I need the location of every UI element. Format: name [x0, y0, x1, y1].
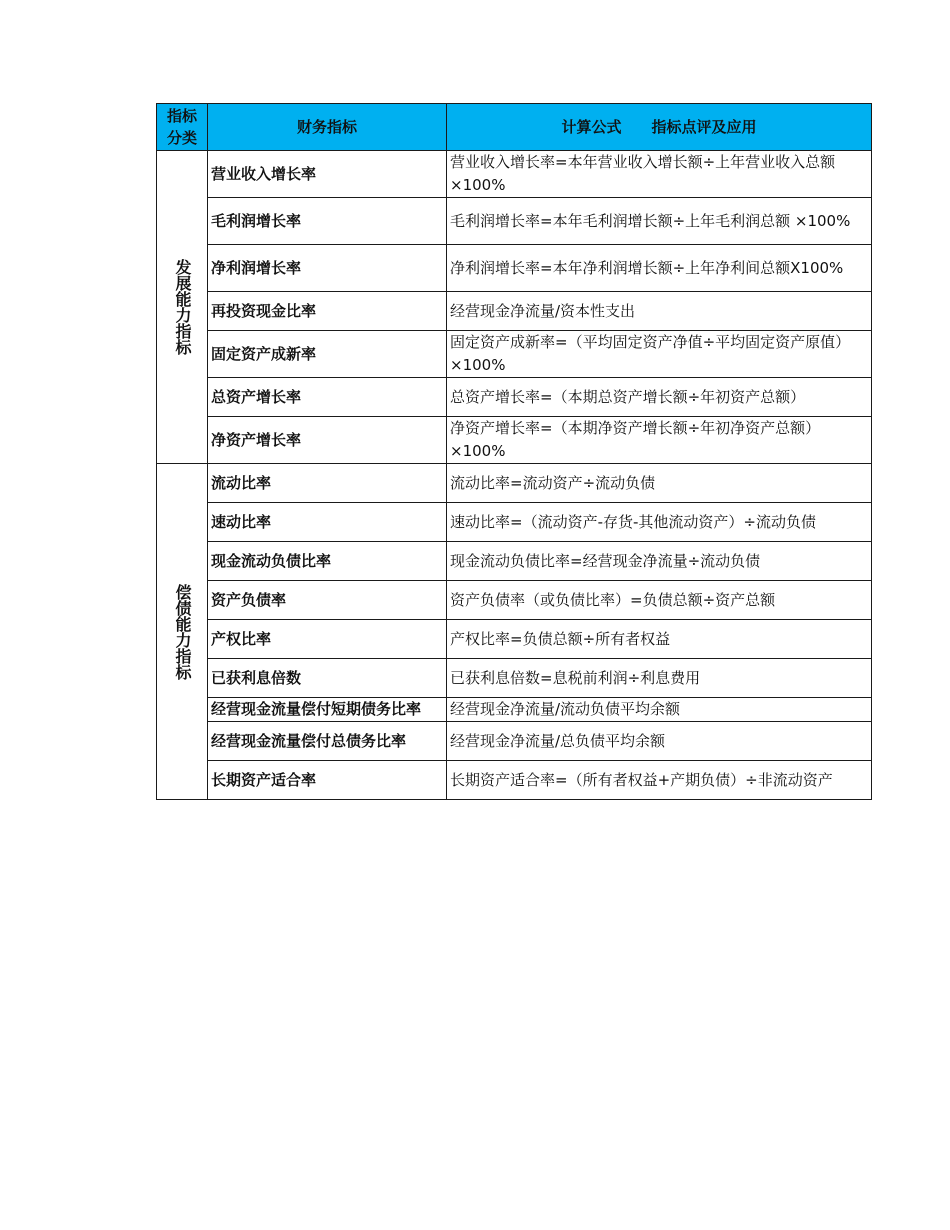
table-row [157, 331, 872, 378]
indicator-name: 净利润增长率 [208, 245, 447, 292]
table-row [157, 698, 872, 722]
table-row [157, 722, 872, 761]
indicator-name: 现金流动负债比率 [208, 542, 447, 581]
indicator-name: 净资产增长率 [208, 417, 447, 464]
indicator-formula: 长期资产适合率=（所有者权益+产期负债）÷非流动资产 [447, 761, 872, 800]
table-row [157, 417, 872, 464]
table-row [157, 464, 872, 503]
indicator-name: 产权比率 [208, 620, 447, 659]
table-row [157, 151, 872, 198]
indicator-name: 长期资产适合率 [208, 761, 447, 800]
indicator-formula: 经营现金净流量/总负债平均余额 [447, 722, 872, 761]
table-row [157, 542, 872, 581]
header-formula: 计算公式 指标点评及应用 [447, 104, 872, 151]
indicator-name: 已获利息倍数 [208, 659, 447, 698]
indicator-name: 再投资现金比率 [208, 292, 447, 331]
indicator-formula: 流动比率=流动资产÷流动负债 [447, 464, 872, 503]
category-label: 发展能力指标 [173, 259, 192, 355]
indicator-formula: 固定资产成新率=（平均固定资产净值÷平均固定资产原值） ×100% [447, 331, 872, 378]
indicator-name: 营业收入增长率 [208, 151, 447, 198]
indicator-name: 固定资产成新率 [208, 331, 447, 378]
table-row [157, 659, 872, 698]
table-row [157, 620, 872, 659]
indicator-formula: 总资产增长率=（本期总资产增长额÷年初资产总额） [447, 378, 872, 417]
indicator-formula: 已获利息倍数=息税前利润÷利息费用 [447, 659, 872, 698]
indicator-formula: 产权比率=负债总额÷所有者权益 [447, 620, 872, 659]
header-indicator: 财务指标 [208, 104, 447, 151]
indicator-name: 总资产增长率 [208, 378, 447, 417]
indicator-name: 速动比率 [208, 503, 447, 542]
indicator-formula: 毛利润增长率=本年毛利润增长额÷上年毛利润总额 ×100% [447, 198, 872, 245]
indicator-formula: 现金流动负债比率=经营现金净流量÷流动负债 [447, 542, 872, 581]
indicator-formula: 经营现金净流量/资本性支出 [447, 292, 872, 331]
indicator-formula: 净利润增长率=本年净利润增长额÷上年净利间总额X100% [447, 245, 872, 292]
indicator-formula: 资产负债率（或负债比率）=负债总额÷资产总额 [447, 581, 872, 620]
header-row [157, 104, 872, 151]
table-row [157, 503, 872, 542]
indicator-name: 经营现金流量偿付短期债务比率 [208, 698, 447, 722]
table-row [157, 292, 872, 331]
table-row [157, 581, 872, 620]
indicator-formula: 营业收入增长率=本年营业收入增长额÷上年营业收入总额×100% [447, 151, 872, 198]
table-row [157, 761, 872, 800]
indicator-formula: 经营现金净流量/流动负债平均余额 [447, 698, 872, 722]
table-row [157, 378, 872, 417]
category-cell [157, 464, 208, 800]
financial-indicators-table [156, 103, 872, 800]
indicator-name: 毛利润增长率 [208, 198, 447, 245]
indicator-formula: 速动比率=（流动资产-存货-其他流动资产）÷流动负债 [447, 503, 872, 542]
table-row [157, 198, 872, 245]
header-category: 指标 分类 [157, 104, 208, 151]
table-row [157, 245, 872, 292]
category-cell [157, 151, 208, 464]
indicator-name: 经营现金流量偿付总债务比率 [208, 722, 447, 761]
indicator-name: 流动比率 [208, 464, 447, 503]
indicator-name: 资产负债率 [208, 581, 447, 620]
indicator-formula: 净资产增长率=（本期净资产增长额÷年初净资产总额） ×100% [447, 417, 872, 464]
category-label: 偿债能力指标 [173, 583, 192, 680]
